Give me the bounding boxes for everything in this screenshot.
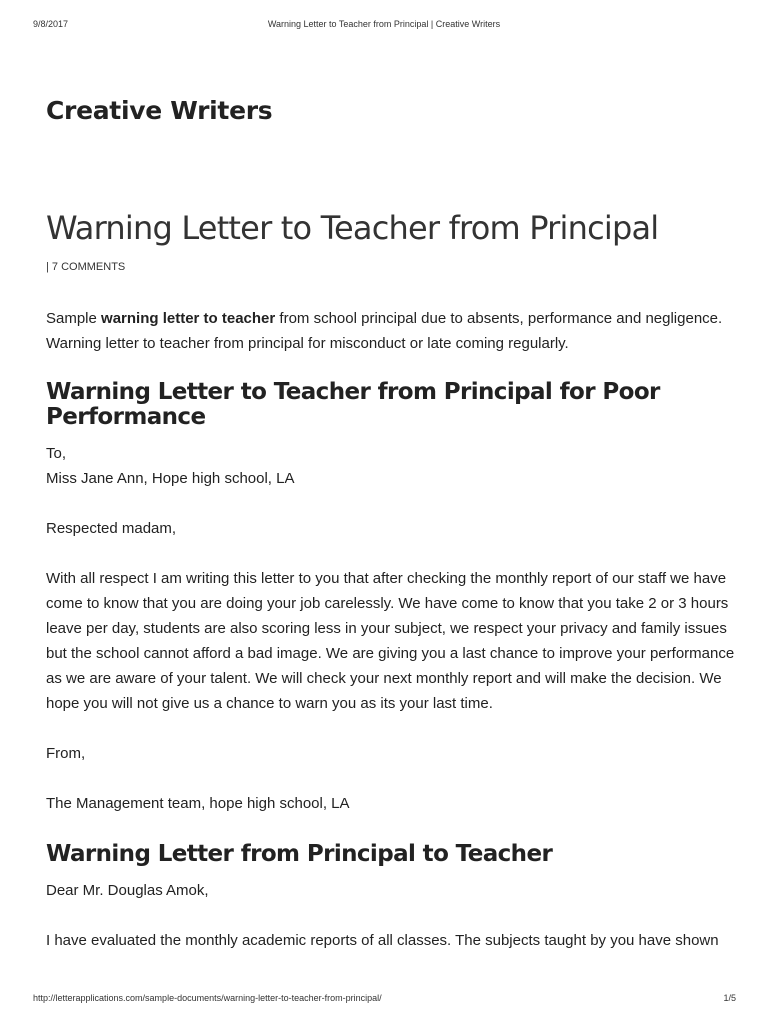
letter1-to-line: To, — [46, 445, 67, 462]
letter2-salutation: Dear Mr. Douglas Amok, — [46, 882, 209, 899]
section-heading-poor-performance: Warning Letter to Teacher from Principal for Poor Performance — [46, 379, 660, 430]
letter1-address — [46, 441, 736, 491]
letter1-sender: The Management team, hope high school, LA — [46, 795, 350, 812]
post-title: Warning Letter to Teacher from Principal — [46, 209, 659, 247]
letter1-salutation: Respected madam, — [46, 520, 177, 537]
intro-text-start: Sample — [46, 310, 102, 327]
letter2-body: I have evaluated the monthly academic reports of all classes. The subjects taught by you have shown — [46, 932, 719, 949]
intro-text-end: from school principal due to absents, performance and negligence. Warning letter to teacher from principal for misconduct or late coming regularly. — [46, 310, 723, 352]
letter1-body: With all respect I am writing this letter to you that after checking the monthly report of our staff we have come to know that you are doing your job carelessly. We have come to know that you take 2 or 3 hours leave per day, students are also scoring less in your subject, we respect your privacy and family issues but the school cannot afford a bad image. We are giving you a last chance to improve your performance as we are aware of your talent. We will check your next monthly report and will make the decision. We hope you will not give us a chance to warn you as its your last time. — [46, 570, 735, 712]
letter1-recipient: Miss Jane Ann, Hope high school, LA — [46, 470, 295, 487]
print-date: 9/8/2017 — [33, 19, 69, 29]
letter1-from-line: From, — [46, 745, 86, 762]
post-meta — [46, 260, 736, 274]
comments-separator: | — [46, 261, 52, 273]
comments-link[interactable]: 7 COMMENTS — [51, 261, 126, 273]
site-title[interactable]: Creative Writers — [46, 96, 273, 125]
print-page-number: 1/5 — [723, 993, 736, 1003]
print-url: http://letterapplications.com/sample-documents/warning-letter-to-teacher-from-principal/ — [33, 993, 382, 1003]
print-page-title: Warning Letter to Teacher from Principal | Creative Writers — [267, 19, 501, 29]
intro-bold-keyword: warning letter to teacher — [101, 310, 276, 327]
article — [46, 206, 736, 953]
intro-paragraph — [46, 306, 736, 356]
section-heading-principal-to-teacher: Warning Letter from Principal to Teacher — [46, 841, 553, 867]
